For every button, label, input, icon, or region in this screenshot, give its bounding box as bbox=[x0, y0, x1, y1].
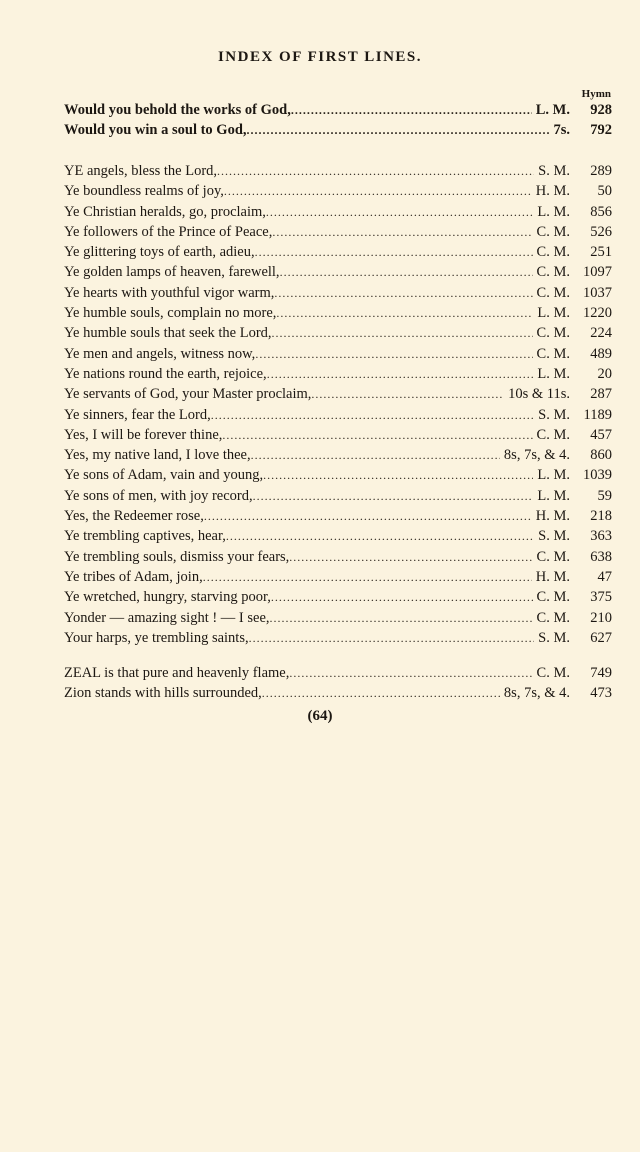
first-line-text: Ye followers of the Prince of Peace, bbox=[64, 223, 273, 240]
dot-leader bbox=[272, 225, 532, 240]
hymn-number: 860 bbox=[590, 447, 612, 464]
first-line-text: Ye tribes of Adam, join, bbox=[64, 568, 203, 585]
meter-label: C. M. bbox=[536, 426, 570, 443]
meter-label: H. M. bbox=[535, 568, 570, 585]
meter-label: C. M. bbox=[536, 325, 570, 342]
hymn-number: 1189 bbox=[583, 406, 612, 423]
dot-leader bbox=[271, 590, 533, 605]
first-line-text: ZEAL is that pure and heavenly flame, bbox=[64, 665, 290, 681]
hymn-number: 20 bbox=[597, 365, 612, 382]
index-entry bbox=[64, 224, 612, 244]
meter-label: S. M. bbox=[538, 406, 570, 423]
dot-leader bbox=[289, 666, 532, 681]
hymn-number: 218 bbox=[590, 508, 612, 525]
index-entry bbox=[64, 346, 612, 366]
meter-label: S. M. bbox=[538, 629, 570, 646]
dot-leader bbox=[251, 448, 500, 463]
first-line-text: Yes, my native land, I love thee, bbox=[64, 447, 251, 464]
meter-label: S. M. bbox=[538, 528, 570, 545]
first-line-text: Ye nations round the earth, rejoice, bbox=[64, 365, 267, 382]
page-number: (64) bbox=[307, 708, 333, 724]
index-entry bbox=[64, 467, 612, 487]
dot-leader bbox=[211, 408, 534, 423]
dot-leader bbox=[289, 550, 532, 565]
first-line-text: Ye sinners, fear the Lord, bbox=[64, 406, 211, 423]
dot-leader bbox=[270, 611, 533, 626]
meter-label: C. M. bbox=[536, 589, 570, 606]
meter-label: 10s & 11s. bbox=[508, 386, 570, 403]
index-entry bbox=[64, 569, 612, 589]
hymn-number: 489 bbox=[590, 345, 612, 362]
first-line-text: Ye humble souls that seek the Lord, bbox=[64, 325, 272, 342]
index-section-w bbox=[64, 102, 612, 143]
index-section-z bbox=[64, 665, 612, 706]
first-line-text: Would you win a soul to God, bbox=[64, 122, 247, 139]
dot-leader bbox=[280, 265, 533, 280]
meter-label: 7s. bbox=[553, 122, 570, 139]
index-section-y bbox=[64, 163, 612, 650]
page-title: INDEX OF FIRST LINES. bbox=[217, 49, 423, 65]
meter-label: L. M. bbox=[537, 365, 570, 382]
first-line-text: Ye trembling souls, dismiss your fears, bbox=[64, 548, 290, 565]
dot-leader bbox=[204, 509, 532, 524]
first-line-text: Ye sons of men, with joy record, bbox=[64, 487, 253, 504]
first-line-text: Ye boundless realms of joy, bbox=[64, 183, 224, 200]
hymn-number: 210 bbox=[590, 609, 612, 626]
meter-label: L. M. bbox=[537, 467, 570, 484]
first-line-text: Ye trembling captives, hear, bbox=[64, 528, 226, 545]
meter-label: C. M. bbox=[536, 264, 570, 281]
meter-label: L. M. bbox=[537, 487, 570, 504]
hymn-number: 59 bbox=[597, 487, 612, 504]
dot-leader bbox=[255, 245, 533, 260]
dot-leader bbox=[255, 347, 532, 362]
first-line-text: Yes, the Redeemer rose, bbox=[64, 508, 204, 525]
hymn-number: 457 bbox=[590, 426, 612, 443]
index-entry bbox=[64, 685, 612, 705]
index-entry bbox=[64, 285, 612, 305]
hymn-number: 375 bbox=[590, 589, 612, 606]
index-entry bbox=[64, 447, 612, 467]
dot-leader bbox=[262, 686, 500, 701]
dot-leader bbox=[274, 286, 532, 301]
index-entry bbox=[64, 589, 612, 609]
first-line-text: Zion stands with hills surrounded, bbox=[64, 685, 262, 702]
first-line-text: Ye hearts with youthful vigor warm, bbox=[64, 284, 275, 301]
index-entry bbox=[64, 665, 612, 685]
dot-leader bbox=[203, 570, 532, 585]
first-line-text: Ye Christian heralds, go, proclaim, bbox=[64, 203, 266, 220]
dot-leader bbox=[266, 205, 533, 220]
dot-leader bbox=[226, 529, 534, 544]
meter-label: C. M. bbox=[536, 665, 570, 681]
hymn-number: 526 bbox=[590, 223, 612, 240]
first-line-text: Ye servants of God, your Master proclaim, bbox=[64, 386, 312, 403]
hymn-number: 1037 bbox=[583, 284, 612, 301]
dot-leader bbox=[311, 387, 504, 402]
first-line-text: Yonder — amazing sight ! — I see, bbox=[64, 609, 270, 626]
hymn-number: 224 bbox=[590, 325, 612, 342]
meter-label: C. M. bbox=[536, 345, 570, 362]
hymn-number: 928 bbox=[590, 102, 612, 118]
index-entry bbox=[64, 163, 612, 183]
meter-label: H. M. bbox=[535, 183, 570, 200]
first-line-text: Would you behold the works of God, bbox=[64, 102, 291, 118]
hymn-number: 287 bbox=[590, 386, 612, 403]
index-entry bbox=[64, 244, 612, 264]
meter-label: C. M. bbox=[536, 609, 570, 626]
hymn-number: 50 bbox=[597, 183, 612, 200]
dot-leader bbox=[272, 326, 533, 341]
index-entry bbox=[64, 549, 612, 569]
index-entry bbox=[64, 386, 612, 406]
hymn-number: 856 bbox=[590, 203, 612, 220]
hymn-number: 638 bbox=[590, 548, 612, 565]
meter-label: L. M. bbox=[535, 102, 570, 118]
hymn-number: 363 bbox=[590, 528, 612, 545]
meter-label: L. M. bbox=[537, 203, 570, 220]
hymn-number: 1220 bbox=[583, 305, 612, 322]
dot-leader bbox=[263, 468, 533, 483]
dot-leader bbox=[249, 631, 535, 646]
first-line-text: Ye glittering toys of earth, adieu, bbox=[64, 244, 255, 261]
meter-label: 8s, 7s, & 4. bbox=[503, 447, 570, 464]
meter-label: C. M. bbox=[536, 548, 570, 565]
meter-label: L. M. bbox=[537, 305, 570, 322]
hymn-number: 473 bbox=[590, 685, 612, 702]
meter-label: C. M. bbox=[536, 284, 570, 301]
first-line-text: Ye men and angels, witness now, bbox=[64, 345, 256, 362]
index-entry bbox=[64, 508, 612, 528]
dot-leader bbox=[276, 306, 533, 321]
hymn-number: 627 bbox=[590, 629, 612, 646]
index-entry bbox=[64, 183, 612, 203]
index-entry bbox=[64, 488, 612, 508]
index-entry bbox=[64, 204, 612, 224]
index-entry bbox=[64, 305, 612, 325]
first-line-text: Ye wretched, hungry, starving poor, bbox=[64, 589, 271, 606]
hymn-number: 251 bbox=[590, 244, 612, 261]
hymn-number: 1039 bbox=[583, 467, 612, 484]
dot-leader bbox=[291, 103, 532, 118]
first-line-text: Ye golden lamps of heaven, farewell, bbox=[64, 264, 280, 281]
hymn-column-header: Hymn bbox=[581, 88, 611, 100]
first-line-text: YE angels, bless the Lord, bbox=[64, 163, 218, 179]
index-entry bbox=[64, 528, 612, 548]
dot-leader bbox=[253, 489, 534, 504]
dot-leader bbox=[224, 184, 532, 199]
index-entry bbox=[64, 427, 612, 447]
meter-label: H. M. bbox=[535, 508, 570, 525]
hymn-number: 289 bbox=[590, 163, 612, 179]
dot-leader bbox=[222, 428, 532, 443]
hymn-number: 749 bbox=[590, 665, 612, 681]
index-entry bbox=[64, 264, 612, 284]
hymn-number: 1097 bbox=[583, 264, 612, 281]
index-entry bbox=[64, 630, 612, 650]
index-entry bbox=[64, 102, 612, 122]
hymn-number: 792 bbox=[590, 122, 612, 139]
first-line-text: Your harps, ye trembling saints, bbox=[64, 629, 249, 646]
meter-label: 8s, 7s, & 4. bbox=[503, 685, 570, 702]
index-entry bbox=[64, 122, 612, 142]
dot-leader bbox=[267, 367, 534, 382]
meter-label: C. M. bbox=[536, 223, 570, 240]
index-entry bbox=[64, 407, 612, 427]
dot-leader bbox=[217, 164, 534, 179]
index-entry bbox=[64, 325, 612, 345]
first-line-text: Ye sons of Adam, vain and young, bbox=[64, 467, 264, 484]
first-line-text: Ye humble souls, complain no more, bbox=[64, 305, 277, 322]
meter-label: S. M. bbox=[538, 163, 570, 179]
dot-leader bbox=[247, 123, 550, 138]
meter-label: C. M. bbox=[536, 244, 570, 261]
index-entry bbox=[64, 366, 612, 386]
index-entry bbox=[64, 610, 612, 630]
first-line-text: Yes, I will be forever thine, bbox=[64, 426, 223, 443]
hymn-number: 47 bbox=[597, 568, 612, 585]
